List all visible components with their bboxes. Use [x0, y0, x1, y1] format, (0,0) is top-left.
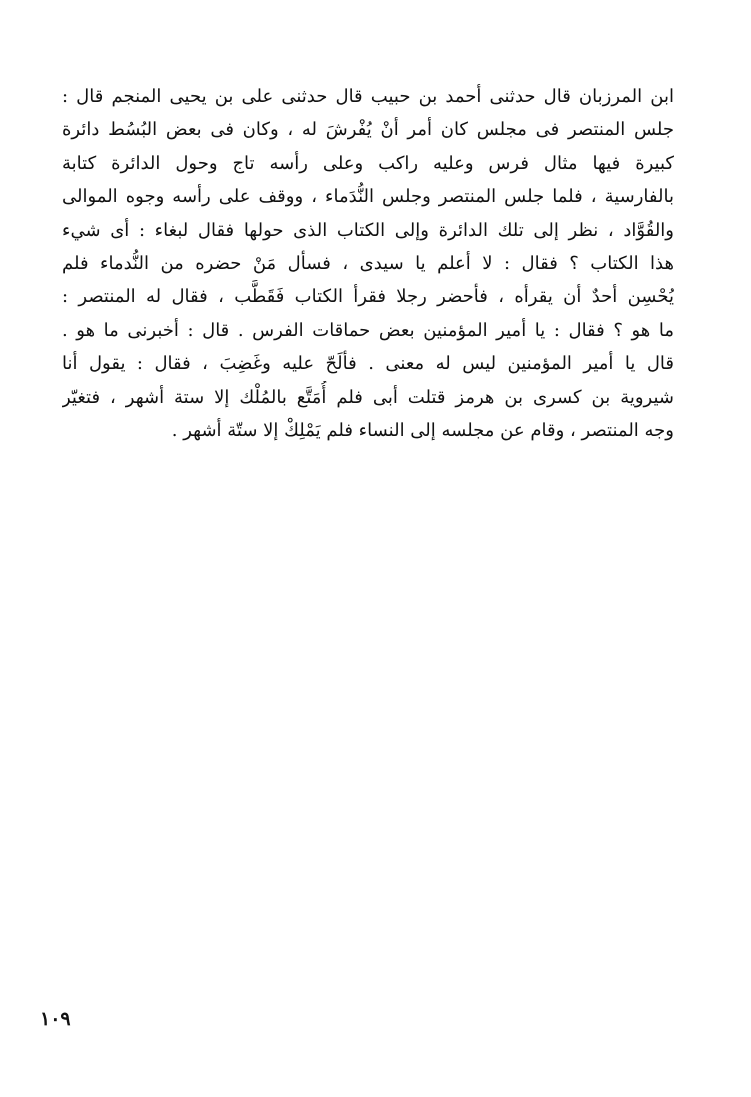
- text-line: كبيرة فيها مثال فرس وعليه راكب وعلى رأسه تاج وحول الدائرة كتابة: [62, 152, 674, 174]
- text-line: شيروية بن كسرى بن هرمز قتلت أبى فلم أُمَتَّع بالمُلْك إلا ستة أشهر ، فتغيّر: [62, 386, 674, 408]
- text-line: هذا الكتاب ؟ فقال : لا أعلم يا سيدى ، فسأل مَنْ حضره من النُّدماء فلم: [62, 252, 674, 274]
- page-number: ١٠٩: [40, 1008, 71, 1030]
- text-line: ابن المرزبان قال حدثنى أحمد بن حبيب قال حدثنى على بن يحيى المنجم قال :: [62, 86, 674, 107]
- text-line: وجه المنتصر ، وقام عن مجلسه إلى النساء فلم يَمْلِكْ إلا ستّة أشهر .: [171, 419, 674, 441]
- text-line: ما هو ؟ فقال : يا أمير المؤمنين بعض حماقات الفرس . قال : أخبرنى ما هو .: [62, 319, 674, 341]
- body-text: [62, 80, 674, 447]
- text-line: بالفارسية ، فلما جلس المنتصر وجلس النُّدَماء ، ووقف على رأسه وجوه الموالى: [62, 186, 674, 208]
- text-line: جلس المنتصر فى مجلس كان أمر أنْ يُفْرشَ له ، وكان فى بعض البُسُط دائرة: [62, 119, 674, 141]
- text-line: والقُوَّاد ، نظر إلى تلك الدائرة وإلى الكتاب الذى حولها فقال لبغاء : أى شيء: [62, 219, 674, 241]
- text-line: قال يا أمير المؤمنين ليس له معنى . فألَحّ عليه وغَضِبَ ، فقال : يقول أنا: [62, 353, 674, 375]
- text-line: يُحْسِن أحدٌ أن يقرأه ، فأحضر رجلا فقرأ الكتاب فَقَطَّب ، فقال له المنتصر :: [62, 286, 674, 308]
